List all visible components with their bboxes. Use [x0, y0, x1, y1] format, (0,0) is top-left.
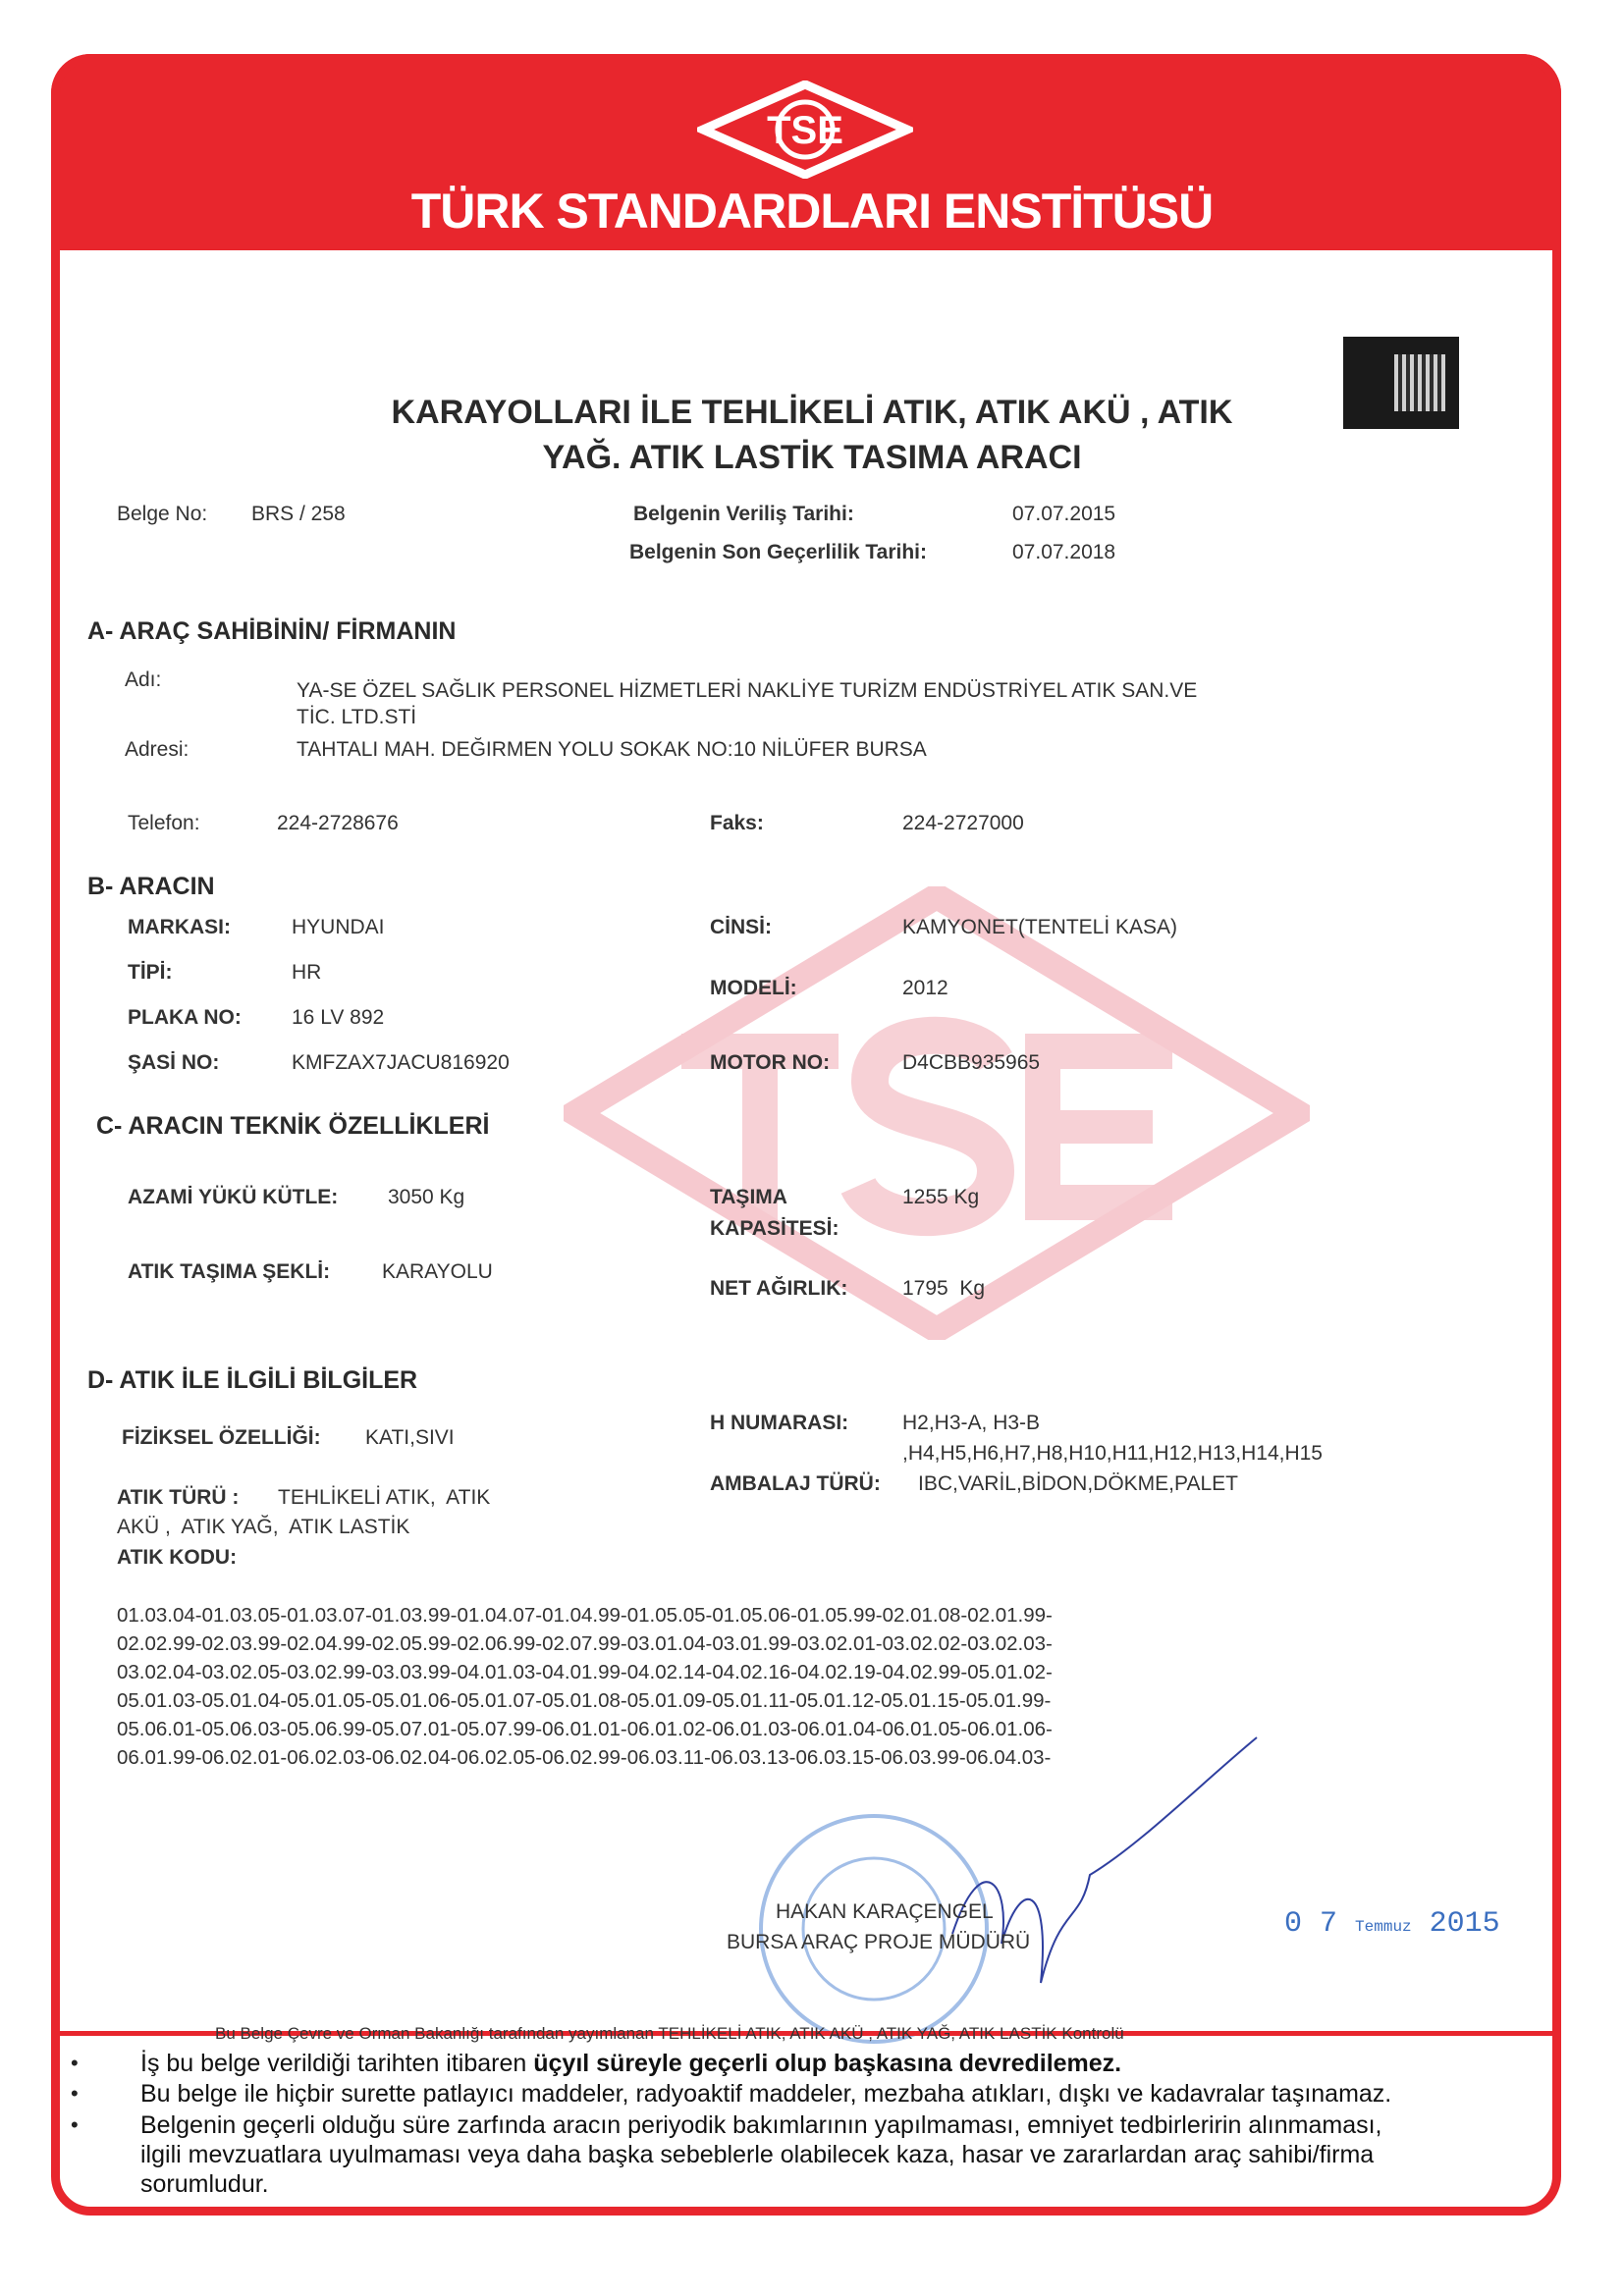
section-d-heading: D- ATIK İLE İLGİLİ BİLGİLER: [87, 1366, 418, 1394]
document-title-line2: YAĞ. ATIK LASTİK TASIMA ARACI: [542, 439, 1082, 476]
tse-watermark: [564, 886, 1310, 1340]
regulation-note: Bu Belge Çevre ve Orman Bakanlığı tarafından yayımlanan TEHLİKELİ ATIK, ATIK AKÜ , ATIK YAĞ, ATIK LASTİK Kontrolü: [215, 2024, 1124, 2043]
engine-label: MOTOR NO:: [710, 1051, 831, 1074]
issue-date-label: Belgenin Veriliş Tarihi:: [633, 503, 854, 525]
liability-notice-line2: ilgili mevzuatlara uyulmaması veya daha başka sebeblerle olabilecek kaza, hasar ve zararlardan araç sahibi/firma: [140, 2141, 1375, 2168]
expiry-date-label: Belgenin Son Geçerlilik Tarihi:: [629, 541, 928, 563]
validity-emphasis: üçyıl süreyle geçerli olup başkasına devredilemez.: [533, 2050, 1122, 2077]
belge-no-value: BRS / 258: [251, 503, 346, 525]
kind-value: KAMYONET(TENTELİ KASA): [902, 916, 1178, 938]
waste-code-line: 05.01.03-05.01.04-05.01.05-05.01.06-05.01.07-05.01.08-05.01.09-05.01.11-05.01.12-05.01.15-05.01.99-: [117, 1689, 1052, 1712]
address-label: Adresi:: [125, 738, 189, 761]
waste-code-line: 06.01.99-06.02.01-06.02.03-06.02.04-06.02.05-06.02.99-06.03.11-06.03.13-06.03.15-06.03.99-06.04.03-: [117, 1746, 1052, 1769]
capacity-label-line2: KAPASİTESİ:: [710, 1217, 839, 1240]
phone-value: 224-2728676: [277, 812, 399, 834]
waste-code-line: 05.06.01-05.06.03-05.06.99-05.07.01-05.07.99-06.01.01-06.01.02-06.01.03-06.01.04-06.01.05-06.01.06-: [117, 1718, 1053, 1740]
brand-label: MARKASI:: [128, 916, 231, 938]
model-label: MODELİ:: [710, 977, 797, 999]
h-number-line1: H2,H3-A, H3-B: [902, 1412, 1041, 1434]
waste-type-label: ATIK TÜRÜ :: [117, 1486, 240, 1509]
validity-notice: [140, 2050, 1121, 2077]
prohibition-notice: Bu belge ile hiçbir surette patlayıcı maddeler, radyoaktif maddeler, mezbaha atıkları, dışkı ve kadavralar taşınamaz.: [140, 2080, 1392, 2108]
date-stamp-year: 2015: [1429, 1907, 1500, 1941]
packaging-label: AMBALAJ TÜRÜ:: [710, 1472, 881, 1495]
physical-value: KATI,SIVI: [365, 1426, 455, 1449]
transport-label: ATIK TAŞIMA ŞEKLİ:: [128, 1260, 331, 1283]
section-a-heading: A- ARAÇ SAHİBİNİN/ FİRMANIN: [87, 617, 457, 645]
transport-value: KARAYOLU: [382, 1260, 493, 1283]
name-label: Adı:: [125, 668, 162, 691]
waste-code-label: ATIK KODU:: [117, 1546, 238, 1569]
issue-date-value: 07.07.2015: [1012, 503, 1116, 525]
h-number-label: H NUMARASI:: [710, 1412, 849, 1434]
chassis-label: ŞASİ NO:: [128, 1051, 220, 1074]
belge-no-label: Belge No:: [117, 503, 208, 525]
capacity-label-line1: TAŞIMA: [710, 1186, 787, 1208]
signature-scribble: [943, 1728, 1267, 2022]
liability-notice-line1: Belgenin geçerli olduğu süre zarfında aracın periyodik bakımlarının yapılmaması, emniyet tedbirleririn alınmaması,: [140, 2111, 1382, 2139]
plate-value: 16 LV 892: [292, 1006, 385, 1029]
bullet: •: [71, 2112, 79, 2137]
plate-label: PLAKA NO:: [128, 1006, 242, 1029]
name-value-line2: TİC. LTD.STİ: [297, 706, 417, 728]
waste-code-line: 02.02.99-02.03.99-02.04.99-02.05.99-02.06.99-02.07.99-03.01.04-03.01.99-03.02.01-03.02.02-03.02.03-: [117, 1632, 1053, 1655]
net-weight-label: NET AĞIRLIK:: [710, 1277, 848, 1300]
bullet: •: [71, 2081, 79, 2106]
name-value-line1: YA-SE ÖZEL SAĞLIK PERSONEL HİZMETLERİ NAKLİYE TURİZM ENDÜSTRİYEL ATIK SAN.VE: [297, 679, 1198, 702]
validity-text: İş bu belge verildiği tarihten itibaren: [140, 2050, 534, 2077]
model-value: 2012: [902, 977, 948, 999]
signer-name: HAKAN KARAÇENGEL: [776, 1900, 994, 1923]
date-stamp-month: Temmuz: [1355, 1918, 1412, 1936]
engine-value: D4CBB935965: [902, 1051, 1041, 1074]
waste-code-line: 01.03.04-01.03.05-01.03.07-01.03.99-01.04.07-01.04.99-01.05.05-01.05.06-01.05.99-02.01.08-02.01.99-: [117, 1604, 1053, 1627]
physical-label: FİZİKSEL ÖZELLİĞİ:: [122, 1426, 321, 1449]
signer-title: BURSA ARAÇ PROJE MÜDÜRÜ: [727, 1931, 1031, 1953]
date-stamp: [1284, 1906, 1500, 1945]
document-title-line1: KARAYOLLARI İLE TEHLİKELİ ATIK, ATIK AKÜ , ATIK: [391, 394, 1233, 431]
phone-label: Telefon:: [128, 812, 200, 834]
h-number-line2: ,H4,H5,H6,H7,H8,H10,H11,H12,H13,H14,H15: [902, 1442, 1323, 1465]
capacity-value: 1255 Kg: [902, 1186, 980, 1208]
expiry-date-value: 07.07.2018: [1012, 541, 1116, 563]
packaging-value: IBC,VARİL,BİDON,DÖKME,PALET: [918, 1472, 1238, 1495]
organization-name: TÜRK STANDARDLARI ENSTİTÜSÜ: [410, 184, 1214, 239]
type-value: HR: [292, 961, 322, 984]
waste-type-line1: TEHLİKELİ ATIK, ATIK: [278, 1486, 491, 1509]
type-label: TİPİ:: [128, 961, 173, 984]
chassis-value: KMFZAX7JACU816920: [292, 1051, 510, 1074]
section-b-heading: B- ARACIN: [87, 873, 215, 900]
fax-label: Faks:: [710, 812, 764, 834]
liability-notice-line3: sorumludur.: [140, 2170, 269, 2198]
svg-text:TSE: TSE: [767, 109, 843, 152]
section-c-heading: C- ARACIN TEKNİK ÖZELLİKLERİ: [96, 1112, 490, 1140]
bullet: •: [71, 2051, 79, 2075]
address-value: TAHTALI MAH. DEĞIRMEN YOLU SOKAK NO:10 NİLÜFER BURSA: [297, 738, 927, 761]
tse-logo: [697, 80, 913, 179]
brand-value: HYUNDAI: [292, 916, 385, 938]
net-weight-value: 1795 Kg: [902, 1277, 986, 1300]
waste-type-line2: AKÜ , ATIK YAĞ, ATIK LASTİK: [117, 1516, 410, 1538]
max-load-label: AZAMİ YÜKÜ KÜTLE:: [128, 1186, 339, 1208]
fax-value: 224-2727000: [902, 812, 1024, 834]
waste-code-line: 03.02.04-03.02.05-03.02.99-03.03.99-04.01.03-04.01.99-04.02.14-04.02.16-04.02.19-04.02.99-05.01.02-: [117, 1661, 1053, 1683]
date-stamp-day: 0 7: [1284, 1907, 1338, 1941]
max-load-value: 3050 Kg: [388, 1186, 465, 1208]
kind-label: CİNSİ:: [710, 916, 772, 938]
